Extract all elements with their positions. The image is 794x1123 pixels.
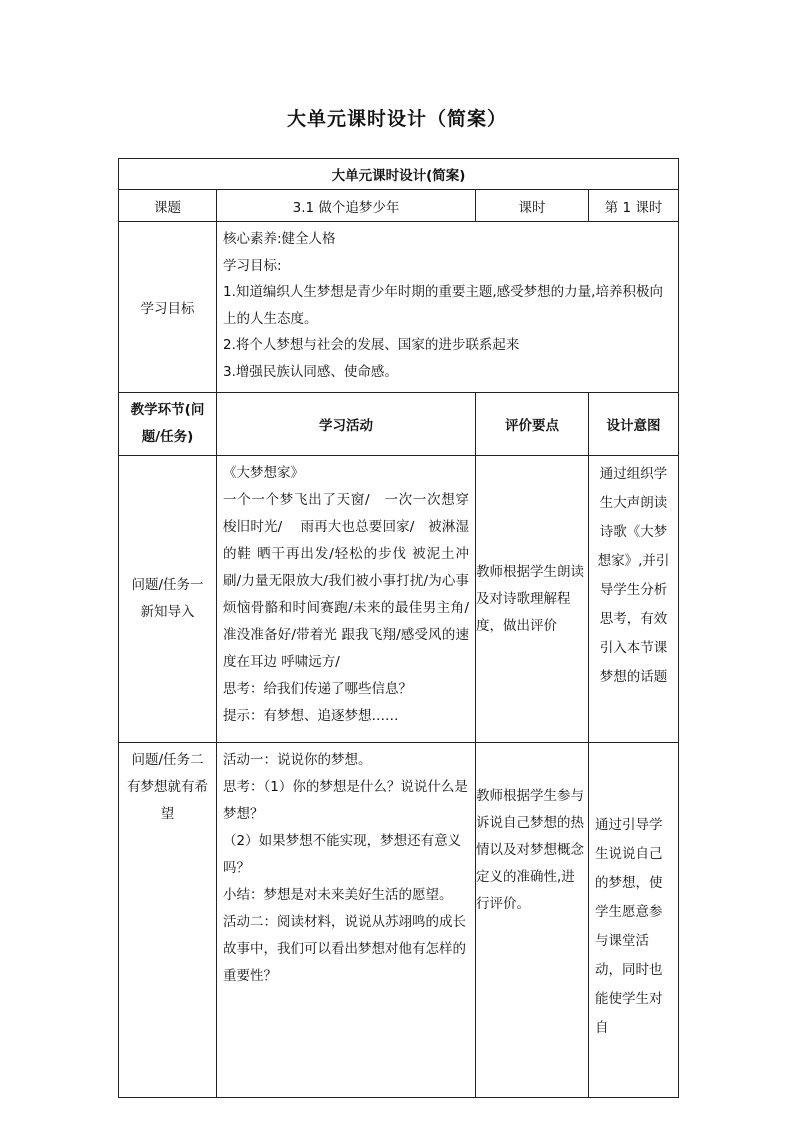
goals-line: 核心素养:健全人格 [223,231,336,247]
goals-line: 3.增强民族认同感、使命感。 [223,363,398,380]
activity-line: 《大梦想家》 [223,465,304,481]
topic-label: 课题 [119,190,217,222]
task1-activity [217,456,476,743]
task2-intent: 通过引导学生说说自己的梦想，使学生愿意参与课堂活动，同时也能使学生对自 [589,743,679,1098]
activity-line: 活动一：说说你的梦想。 [223,752,372,768]
task2-stage: 问题/任务二有梦想就有希望 [119,743,217,1098]
activity-line: 小结：梦想是对未来美好生活的愿望。 [223,887,453,903]
table-caption: 大单元课时设计(简案) [119,159,679,190]
goals-line: 1.知道编织人生梦想是青少年时期的重要主题,感受梦想的力量,培养积极向上的人生态度。 [223,284,663,327]
activity-line: 一个一个梦飞出了天窗/ 一次一次想穿梭旧时光/ 雨再大也总要回家/ 被淋湿的鞋 晒干再出发/轻松的步伐 被泥土冲刷/力量无限放大/我们被小事打扰/为心事烦恼骨骼和时间赛跑/未来的最佳男主角/准没准备好/带着光 跟我飞翔/感受风的速度在耳边 呼啸远方/ [223,492,469,670]
period-value: 第 1 课时 [589,190,679,222]
task2-activity [217,743,476,1098]
task2-evaluation: 教师根据学生参与诉说自己梦想的热情以及对梦想概念定义的准确性,进行评价。 [476,743,589,1098]
header-evaluation: 评价要点 [476,393,589,456]
task1-stage: 问题/任务一新知导入 [119,456,217,743]
topic-value: 3.1 做个追梦少年 [217,190,476,222]
task1-intent: 通过组织学生大声朗读诗歌《大梦想家》,并引导学生分析思考，有效引入本节课梦想的话题 [589,456,679,743]
goals-line: 2.将个人梦想与社会的发展、国家的进步联系起来 [223,337,520,353]
goals-line: 学习目标: [223,257,282,274]
header-activity: 学习活动 [217,393,476,456]
period-label: 课时 [476,190,589,222]
activity-line: （2）如果梦想不能实现，梦想还有意义吗？ [223,833,462,876]
header-stage: 教学环节(问题/任务) [119,393,217,456]
activity-line: 思考：（1）你的梦想是什么？说说什么是梦想？ [223,779,468,822]
lesson-plan-table [118,158,679,1098]
task1-evaluation: 教师根据学生朗读及对诗歌理解程度，做出评价 [476,456,589,743]
activity-line: 活动二：阅读材料，说说从苏翊鸣的成长故事中，我们可以看出梦想对他有怎样的重要性？ [223,914,466,984]
header-intent: 设计意图 [589,393,679,456]
goals-label: 学习目标 [119,222,217,393]
activity-line: 提示：有梦想、追逐梦想…… [223,708,399,724]
goals-content [217,222,679,393]
activity-line: 思考：给我们传递了哪些信息？ [223,681,412,697]
page-title: 大单元课时设计（简案） [286,108,507,130]
